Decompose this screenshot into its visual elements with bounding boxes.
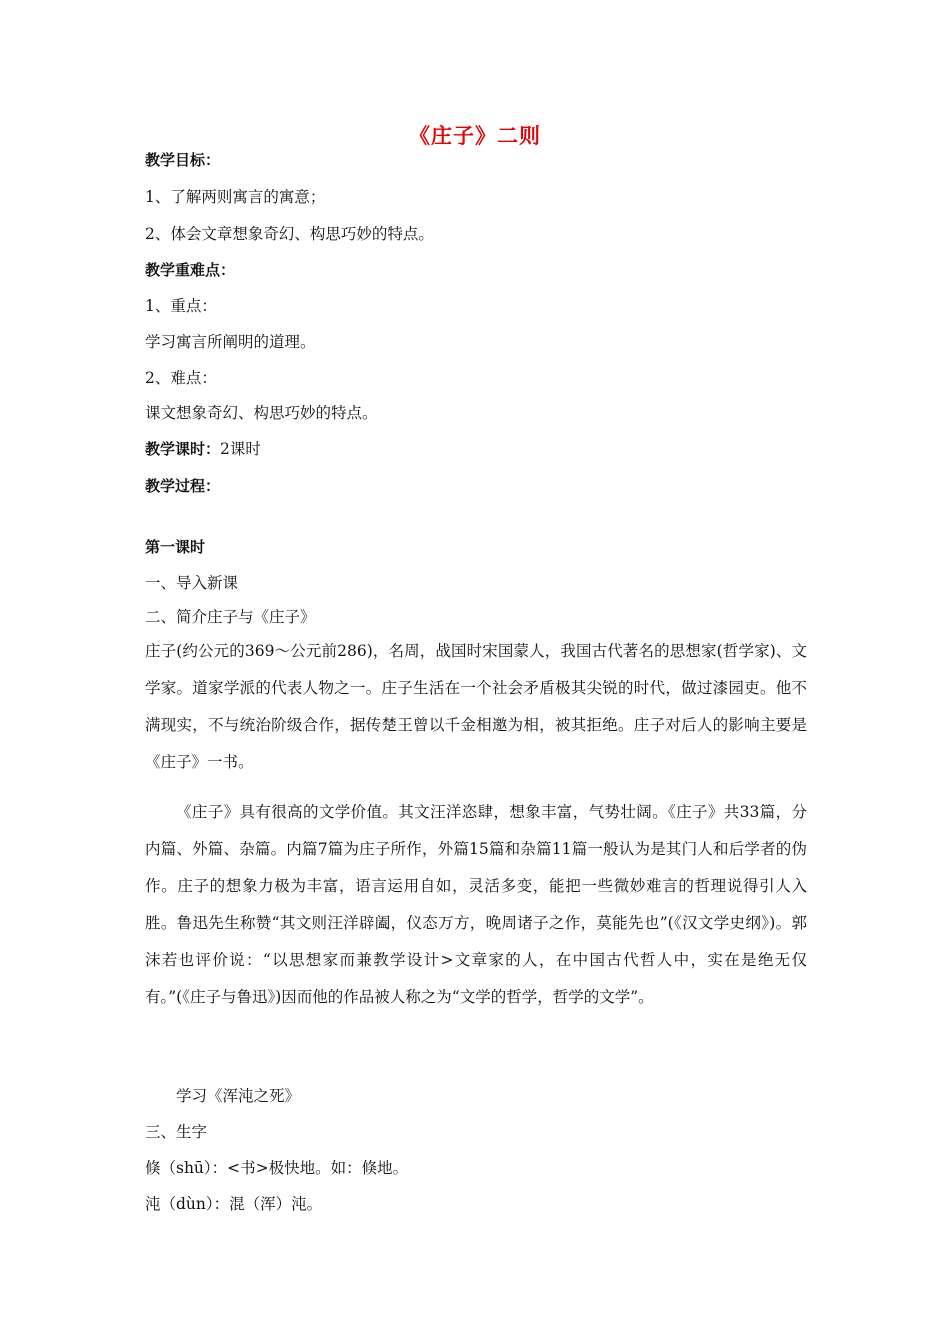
char-entry-2: 沌（dùn）：混（浑）沌。 (145, 1195, 323, 1213)
process-heading: 教学过程： (145, 477, 221, 495)
lesson1-step1: 一、导入新课 (145, 574, 239, 592)
lesson1-heading: 第一课时 (145, 538, 206, 556)
goal-item-2: 2、体会文章想象奇幻、构思巧妙的特点。 (145, 225, 434, 243)
focus-label: 1、重点： (145, 297, 217, 315)
difficulty-text: 课文想象奇幻、构思巧妙的特点。 (145, 404, 378, 422)
document-title: 《庄子》二则 (409, 124, 541, 148)
focus-text: 学习寓言所阐明的道理。 (145, 333, 316, 351)
lesson1-step2: 二、简介庄子与《庄子》 (145, 608, 316, 626)
lesson1-step3: 三、生字 (145, 1123, 208, 1141)
hours-value: 2课时 (220, 440, 261, 458)
hours-line (145, 439, 261, 459)
study-line: 学习《浑沌之死》 (176, 1087, 301, 1105)
char-entry-1: 倏（shū）：<书>极快地。如：倏地。 (145, 1159, 409, 1177)
intro-paragraph: 庄子(约公元的369～公元前286)，名周，战国时宋国蒙人，我国古代著名的思想家(哲学家)、文学家。道家学派的代表人物之一。庄子生活在一个社会矛盾极其尖锐的时代，做过漆园吏。他不满现实，不与统治阶级合作，据传楚王曾以千金相邀为相，被其拒绝。庄子对后人的影响主要是《庄子》一书。 (145, 642, 807, 771)
value-paragraph: 《庄子》具有很高的文学价值。其文汪洋恣肆，想象丰富，气势壮阔。《庄子》共33篇，分内篇、外篇、杂篇。内篇7篇为庄子所作，外篇15篇和杂篇11篇一般认为是其门人和后学者的伪作。庄子的想象力极为丰富，语言运用自如，灵活多变，能把一些微妙难言的哲理说得引人入胜。鲁迅先生称赞“其文则汪洋辟阖，仪态万方，晚周诸子之作，莫能先也”(《汉文学史纲》)。郭沫若也评价说：“以思想家而兼教学设计>文章家的人，在中国古代哲人中，实在是绝无仅有。”(《庄子与鲁迅》)因而他的作品被人称之为“文学的哲学，哲学的文学”。 (145, 803, 807, 1006)
goals-heading: 教学目标： (145, 151, 221, 169)
key-points-heading: 教学重难点： (145, 261, 236, 279)
difficulty-label: 2、难点： (145, 369, 217, 387)
hours-label: 教学课时： (145, 440, 221, 458)
goal-item-1: 1、了解两则寓言的寓意； (145, 188, 326, 206)
